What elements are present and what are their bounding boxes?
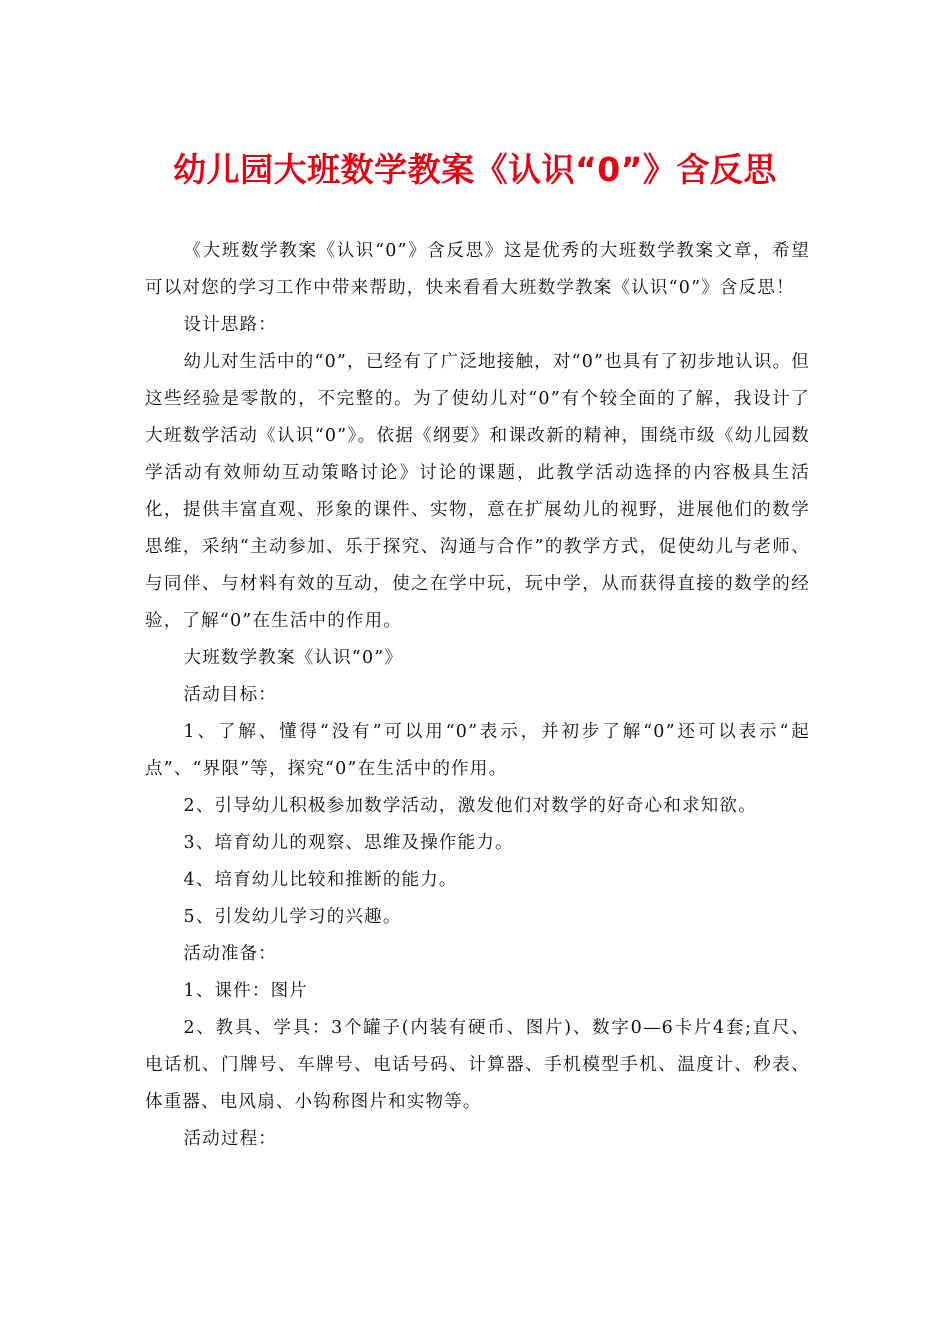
objective-item-1: 1、了解、懂得“没有”可以用“0”表示，并初步了解“0”还可以表示“起点”、“界限”等，探究“0”在生活中的作用。 — [145, 722, 810, 779]
document-title: 幼儿园大班数学教案《认识“0”》含反思 — [173, 150, 777, 189]
preparation-item-1: 1、课件：图片 — [183, 981, 309, 1001]
objective-item-2: 2、引导幼儿积极参加数学活动，激发他们对数学的好奇心和求知欲。 — [183, 796, 757, 816]
document-body — [145, 233, 810, 1158]
objective-item-3: 3、培育幼儿的观察、思维及操作能力。 — [183, 833, 514, 853]
objective-item-4: 4、培育幼儿比较和推断的能力。 — [183, 870, 458, 890]
lesson-plan-subtitle: 大班数学教案《认识“0”》 — [183, 648, 404, 668]
intro-paragraph: 《大班数学教案《认识“0”》含反思》这是优秀的大班数学教案文章，希望可以对您的学习工作中带来帮助，快来看看大班数学教案《认识“0”》含反思！ — [145, 241, 810, 298]
section-heading-design-ideas: 设计思路： — [183, 315, 277, 335]
objective-item-5: 5、引发幼儿学习的兴趣。 — [183, 907, 402, 927]
design-ideas-paragraph: 幼儿对生活中的“0”，已经有了广泛地接触，对“0”也具有了初步地认识。但这些经验是零散的，不完整的。为了使幼儿对“0”有个较全面的了解，我设计了大班数学活动《认识“0”》。依据《纲要》和课改新的精神，围绕市级《幼儿园数学活动有效师幼互动策略讨论》讨论的课题，此教学活动选择的内容极具生活化，提供丰富直观、形象的课件、实物，意在扩展幼儿的视野，进展他们的数学思维，采纳“主动参加、乐于探究、沟通与合作”的教学方式，促使幼儿与老师、与同伴、与材料有效的互动，使之在学中玩，玩中学，从而获得直接的数学的经验，了解“0”在生活中的作用。 — [145, 352, 810, 631]
section-heading-process: 活动过程： — [183, 1129, 277, 1149]
section-heading-preparation: 活动准备： — [183, 944, 277, 964]
preparation-item-2: 2、教具、学具：3个罐子(内装有硬币、图片)、数字0—6卡片4套;直尺、电话机、门牌号、车牌号、电话号码、计算器、手机模型手机、温度计、秒表、体重器、电风扇、小钩称图片和实物等。 — [145, 1018, 810, 1112]
section-heading-objectives: 活动目标： — [183, 685, 277, 705]
